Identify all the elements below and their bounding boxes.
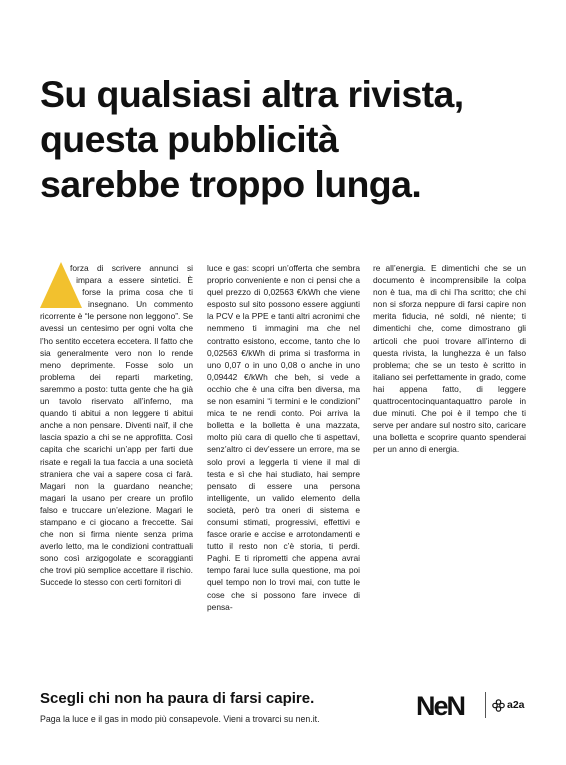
subline: Paga la luce e il gas in modo più consapevole. Vieni a trovarci su nen.it. [40, 714, 320, 724]
headline [40, 72, 540, 207]
headline-line-2: questa pubblicità [40, 118, 339, 160]
headline-line-3: sarebbe troppo lunga. [40, 163, 422, 205]
headline-line-1: Su qualsiasi altra rivista, [40, 73, 464, 115]
logo-divider [485, 692, 486, 718]
body-text-column-3: re all’energia. E dimentichi che se un documento è incomprensibile la colpa non è tua, ma di chi l’ha scritto; che chi non si sforza neppure di farsi capire non merita fiducia, né soldi, né niente; ti dimentichi che, come dimostrano gli articoli che puoi trovare all’interno di questa rivista, la lunghezza è un falso problema; che se un testo è scritto in italiano sei perfettamente in grado, come hai appena fatto, di leggere quattrocentocinquantaquattro parole in due minuti. Che poi è il tempo che ti serve per andare sul nostro sito, caricare una bolletta e scoprire quanto spenderai per un anno di energia. [373, 263, 526, 455]
body-text-column-1: forza di scrivere annunci si impara a essere sintetici. È forse la prima cosa che ti insegnano. Un commento ricorrente è “le persone non leggono”. Se avessi un centesimo per ogni volta che l’ho sentito eccetera eccetera. Il fatto che sia generalmente vero non lo rende meno deprimente. Fosse solo un problema dei reparti marketing, saremmo a posto: tutta gente che ha già un tavolo riservato all’inferno, ma quando ti abitui a non leggere ti abitui anche a non pensare. Diventi naïf, il che lascia spazio a chi se ne approfitta. Così capita che scarichi un’app per farti due risate e regali la tua faccia a una società straniera che vai a sapere cosa ci farà. Magari non la guardano neanche; magari la usano per creare un profilo falso e truccare un’elezione. Magari le stampano e ci giocano a freccette. Sai che non si firma niente senza prima averlo letto, ma le condizioni contrattuali sono così arzigogolate e scoraggianti che trovi più semplice accettare il rischio. Succede lo stesso con certi fornitori di [40, 263, 193, 588]
a2a-logo-text: a2a [507, 699, 525, 711]
body-column-1 [40, 262, 193, 589]
a2a-logo [492, 697, 525, 713]
a2a-flower-icon [492, 699, 505, 712]
body-column-3 [373, 262, 526, 456]
body-column-2 [207, 262, 360, 613]
body-text-column-2: luce e gas: scopri un’offerta che sembra proprio conveniente e non ci pensi che a quel prezzo di 0,02563 €/kWh che viene esposto sul sito possono essere aggiunti la PCV e la PPE e tanti altri acronimi che nemmeno ti immagini ma che nel contratto esistono, eccome, tanto che lo 0,02563 €/kWh di prima si trasforma in uno 0,07 o in uno 0,08 o anche in uno 0,09442 €/kWh che beh, si vede a occhio che è una cifra ben diversa, ma se non esamini “i termini e le condizioni” mica te ne rendi conto. Poi arriva la bolletta e la bolletta è una mazzata, molto più cara di quello che ti aspettavi, senz’altro ci dev’essere un errore, ma se solo provi a leggerla ti viene il mal di testa e sì che hai studiato, hai sempre pensato di essere una persona intelligente, un valido elemento della società, però tra oneri di sistema e consumi stimati, progressivi, effettivi e fasce orarie e accise e arrotondamenti e tutto il resto non c’è storia, ti perdi. Paghi. E ti riprometti che appena avrai tempo farai luce sulla questione, ma poi quel tempo non lo trovi mai, con tutte le cose che si possono fare invece di pensa- [207, 263, 360, 612]
nen-logo: NeN [416, 691, 465, 721]
tagline: Scegli chi non ha paura di farsi capire. [40, 690, 315, 707]
